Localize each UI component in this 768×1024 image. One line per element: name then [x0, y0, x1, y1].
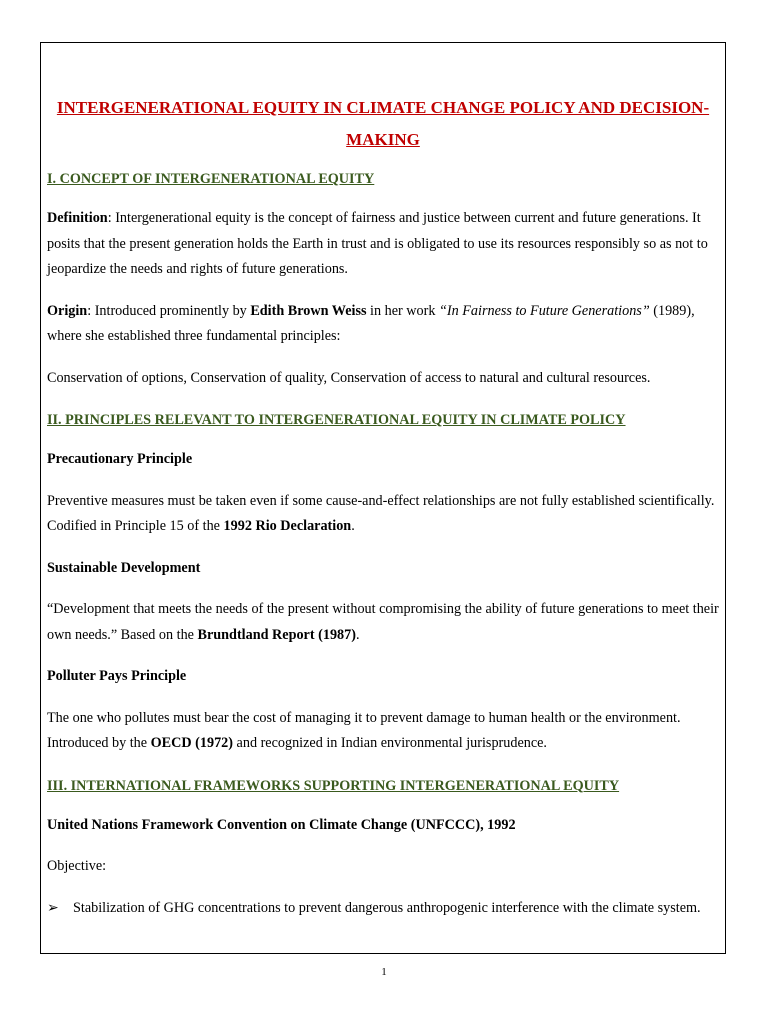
origin-paragraph: [47, 299, 719, 350]
sustainable-text: “Development that meets the needs of the present without compromising the ability of future generations to meet their own needs.” Based on the: [47, 601, 719, 643]
sustainable-heading: Sustainable Development: [47, 559, 201, 576]
document-title: INTERGENERATIONAL EQUITY IN CLIMATE CHANGE POLICY AND DECISION-MAKING: [56, 98, 710, 149]
sustainable-paragraph: [47, 597, 719, 648]
origin-author: Edith Brown Weiss: [250, 302, 367, 319]
list-item: [47, 896, 719, 922]
precautionary-heading: Precautionary Principle: [47, 451, 193, 467]
brundtland-report: Brundtland Report (1987): [197, 626, 356, 643]
bullet-text: Stabilization of GHG concentrations to prevent dangerous anthropogenic interference with the climate system.: [73, 899, 701, 916]
precautionary-text: Preventive measures must be taken even if some cause-and-effect relationships are not fully established scientifically. Codified in Principle 15 of the: [47, 492, 715, 534]
principles-paragraph: Conservation of options, Conservation of quality, Conservation of access to natural and cultural resources.: [47, 369, 651, 386]
origin-label: Origin: [47, 302, 88, 319]
polluter-paragraph: [47, 706, 719, 757]
origin-text: (1989), where she established three fundamental principles:: [47, 302, 695, 344]
precautionary-text: .: [351, 518, 355, 534]
section-heading-concept: I. CONCEPT OF INTERGENERATIONAL EQUITY: [47, 171, 375, 187]
document-body: [47, 92, 719, 921]
origin-text: : Introduced prominently by: [87, 302, 251, 319]
oecd-reference: OECD (1972): [150, 735, 233, 751]
origin-work-title: “In Fairness to Future Generations”: [439, 302, 650, 319]
rio-declaration: 1992 Rio Declaration: [223, 518, 352, 534]
page-number: 1: [381, 966, 387, 978]
polluter-heading: Polluter Pays Principle: [47, 668, 187, 684]
definition-text: : Intergenerational equity is the concept of fairness and justice between current and future generations. It posits that the present generation holds the Earth in trust and is obligated to use its resources responsibly so as not to jeopardize the needs and rights of future generations.: [47, 210, 708, 277]
origin-text: in her work: [366, 302, 439, 319]
sustainable-text: .: [355, 626, 360, 643]
definition-label: Definition: [47, 210, 108, 226]
precautionary-paragraph: [47, 489, 719, 540]
definition-paragraph: [47, 206, 719, 283]
unfccc-heading: United Nations Framework Convention on Climate Change (UNFCCC), 1992: [47, 816, 516, 833]
arrow-bullet-icon: ➢: [47, 899, 59, 916]
polluter-text: The one who pollutes must bear the cost of managing it to prevent damage to human health or the environment. Introduced by the: [47, 709, 681, 751]
objective-label: Objective:: [47, 858, 107, 874]
section-heading-frameworks: III. INTERNATIONAL FRAMEWORKS SUPPORTING INTERGENERATIONAL EQUITY: [47, 777, 620, 794]
section-heading-principles: II. PRINCIPLES RELEVANT TO INTERGENERATIONAL EQUITY IN CLIMATE POLICY: [47, 412, 626, 428]
polluter-text: and recognized in Indian environmental jurisprudence.: [233, 735, 547, 751]
